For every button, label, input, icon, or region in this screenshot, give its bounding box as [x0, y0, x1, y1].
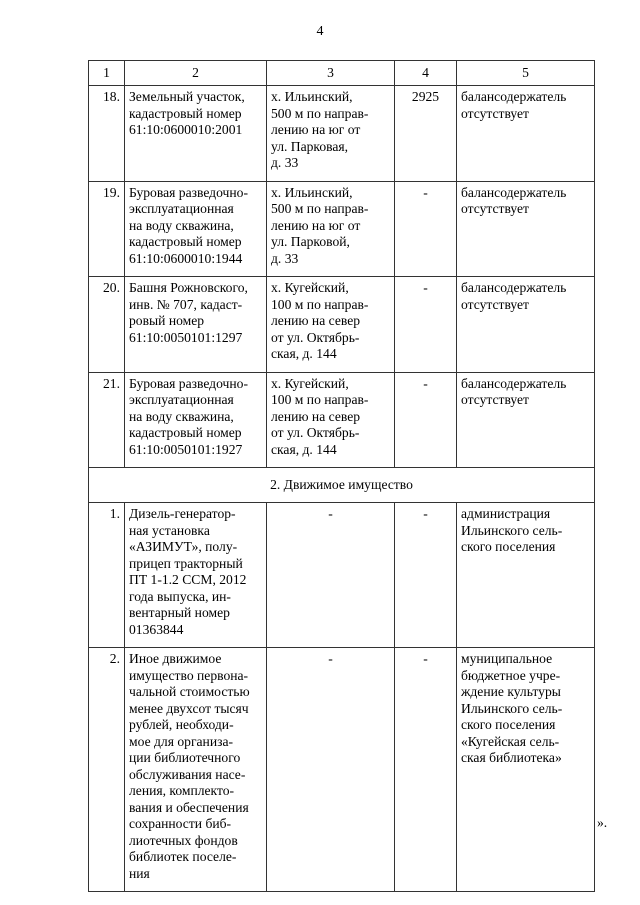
table-row [89, 503, 595, 648]
cell-line: отсутствует [461, 105, 530, 121]
cell-line: «АЗИМУТ», полу- [129, 539, 238, 554]
cell-line: х. Ильинский, [271, 89, 353, 104]
cell-line: 61:10:0050101:1297 [129, 329, 243, 345]
row-number [89, 86, 125, 182]
cell-line: обслуживания насе- [129, 766, 246, 782]
cell-line: сохранности биб- [129, 816, 232, 831]
cell-line: Ильинского сель- [461, 522, 563, 538]
cell-line: Буровая разведочно- [129, 184, 248, 200]
section-title: 2. Движимое имущество [89, 468, 595, 503]
cell-line: имущество первона- [129, 667, 249, 683]
property-name [125, 648, 267, 892]
row-number-text: 21. [103, 375, 120, 391]
cell-line: бюджетное учре- [461, 667, 561, 683]
balance-holder [457, 648, 595, 892]
cell-line: 100 м по направ- [271, 392, 369, 407]
cell-line: балансодержатель [461, 89, 567, 104]
row-number-text: 1. [109, 506, 120, 521]
cell-line: менее двухсот тысяч [129, 700, 249, 716]
cell-line: кадастровый номер [129, 105, 242, 121]
row-number-text: 18. [103, 89, 120, 104]
cell-line: ПТ 1-1.2 ССМ, 2012 [129, 572, 247, 587]
movable-rows [89, 503, 595, 892]
cell-line: отсутствует [461, 296, 530, 312]
row-number-text: 19. [103, 184, 120, 200]
closing-quote: ». [597, 815, 608, 830]
cell-line: вания и обеспечения [129, 799, 249, 815]
cell-line: администрация [461, 506, 551, 521]
property-name [125, 86, 267, 182]
cell-line: муниципальное [461, 651, 553, 666]
cell-line: 61:10:0600010:1944 [129, 250, 243, 266]
cell-line: инв. № 707, кадаст- [129, 296, 243, 312]
cell-line: года выпуска, ин- [129, 588, 231, 604]
property-address [267, 181, 395, 277]
section-row [89, 468, 595, 503]
cell-line: ная установка [129, 522, 210, 538]
cell-line: на воду скважина, [129, 217, 234, 233]
cell-line: 100 м по направ- [271, 296, 369, 312]
cell-line: вентарный номер [129, 605, 230, 620]
table-row [89, 648, 595, 892]
row-number-text: 20. [103, 280, 120, 295]
cell-line: Ильинского сель- [461, 700, 563, 716]
property-value-text: - [423, 506, 428, 521]
property-value [395, 277, 457, 373]
property-name [125, 181, 267, 277]
cell-line: лению на юг от [271, 122, 361, 137]
balance-holder [457, 277, 595, 373]
table-row [89, 277, 595, 373]
cell-line: ул. Парковая, [271, 138, 349, 154]
cell-line: ждение культуры [461, 684, 561, 699]
cell-line: рублей, необходи- [129, 717, 234, 732]
cell-line: лиотечных фондов [129, 832, 238, 848]
balance-holder [457, 372, 595, 468]
cell-line: «Кугейская сель- [461, 733, 560, 749]
cell-line: ции библиотечного [129, 750, 241, 765]
property-value [395, 86, 457, 182]
page-number: 4 [316, 24, 324, 39]
header-col-5: 5 [457, 61, 595, 86]
cell-line: от ул. Октябрь- [271, 329, 360, 345]
cell-line: лению на юг от [271, 217, 361, 233]
cell-line: на воду скважина, [129, 408, 234, 424]
cell-line: ления, комплекто- [129, 783, 235, 798]
cell-line: прицеп тракторный [129, 555, 243, 571]
property-address [267, 503, 395, 648]
cell-line: лению на север [271, 313, 361, 328]
cell-line: Иное движимое [129, 651, 222, 666]
cell-line: д. 33 [271, 250, 299, 266]
cell-line: 01363844 [129, 621, 184, 637]
property-register-table [88, 60, 595, 892]
cell-line: ского поселения [461, 539, 556, 554]
cell-line: балансодержатель [461, 184, 567, 200]
header-row [89, 61, 595, 86]
row-number-text: 2. [109, 651, 120, 666]
cell-line: чальной стоимостью [129, 684, 250, 699]
table-row [89, 372, 595, 468]
property-value [395, 372, 457, 468]
property-address [267, 372, 395, 468]
balance-holder [457, 86, 595, 182]
property-address [267, 86, 395, 182]
cell-line: д. 33 [271, 155, 299, 170]
property-name [125, 503, 267, 648]
property-name [125, 372, 267, 468]
cell-line: - [328, 651, 333, 666]
cell-line: балансодержатель [461, 280, 567, 295]
cell-line: кадастровый номер [129, 234, 242, 249]
cell-line: отсутствует [461, 201, 530, 216]
cell-line: ская, д. 144 [271, 346, 337, 361]
cell-line: х. Кугейский, [271, 375, 349, 391]
row-number [89, 503, 125, 648]
cell-line: кадастровый номер [129, 425, 242, 440]
cell-line: эксплуатационная [129, 392, 234, 407]
cell-line: х. Ильинский, [271, 184, 353, 200]
property-value-text: - [423, 651, 428, 666]
header-col-4: 4 [395, 61, 457, 86]
cell-line: ского поселения [461, 717, 556, 732]
cell-line: ская библиотека» [461, 750, 562, 765]
cell-line: лению на север [271, 408, 361, 424]
table-row [89, 86, 595, 182]
immovable-rows [89, 86, 595, 468]
header-col-1: 1 [89, 61, 125, 86]
cell-line: Дизель-генератор- [129, 506, 236, 521]
header-col-3: 3 [267, 61, 395, 86]
row-number [89, 372, 125, 468]
property-value-text: - [423, 375, 428, 391]
row-number [89, 277, 125, 373]
table-row [89, 181, 595, 277]
property-value [395, 648, 457, 892]
property-value-text: - [423, 280, 428, 295]
cell-line: 61:10:0600010:2001 [129, 122, 243, 137]
row-number [89, 648, 125, 892]
cell-line: Башня Рожновского, [129, 280, 248, 295]
cell-line: - [328, 506, 333, 521]
cell-line: 500 м по направ- [271, 201, 369, 216]
cell-line: от ул. Октябрь- [271, 425, 360, 440]
cell-line: 61:10:0050101:1927 [129, 441, 243, 457]
cell-line: библиотек поселе- [129, 849, 237, 864]
header-col-2: 2 [125, 61, 267, 86]
cell-line: отсутствует [461, 392, 530, 407]
property-value-text: 2925 [411, 89, 440, 104]
balance-holder [457, 503, 595, 648]
property-value [395, 181, 457, 277]
property-value [395, 503, 457, 648]
cell-line: эксплуатационная [129, 201, 234, 216]
property-name [125, 277, 267, 373]
cell-line: ровый номер [129, 313, 205, 328]
property-address [267, 648, 395, 892]
cell-line: ул. Парковой, [271, 234, 350, 249]
cell-line: ния [129, 865, 150, 881]
property-value-text: - [423, 184, 428, 200]
cell-line: ская, д. 144 [271, 441, 337, 457]
cell-line: 500 м по направ- [271, 105, 369, 121]
balance-holder [457, 181, 595, 277]
row-number [89, 181, 125, 277]
cell-line: балансодержатель [461, 375, 567, 391]
property-address [267, 277, 395, 373]
cell-line: Земельный участок, [129, 89, 245, 104]
cell-line: Буровая разведочно- [129, 375, 248, 391]
cell-line: х. Кугейский, [271, 280, 349, 295]
cell-line: мое для организа- [129, 733, 234, 749]
